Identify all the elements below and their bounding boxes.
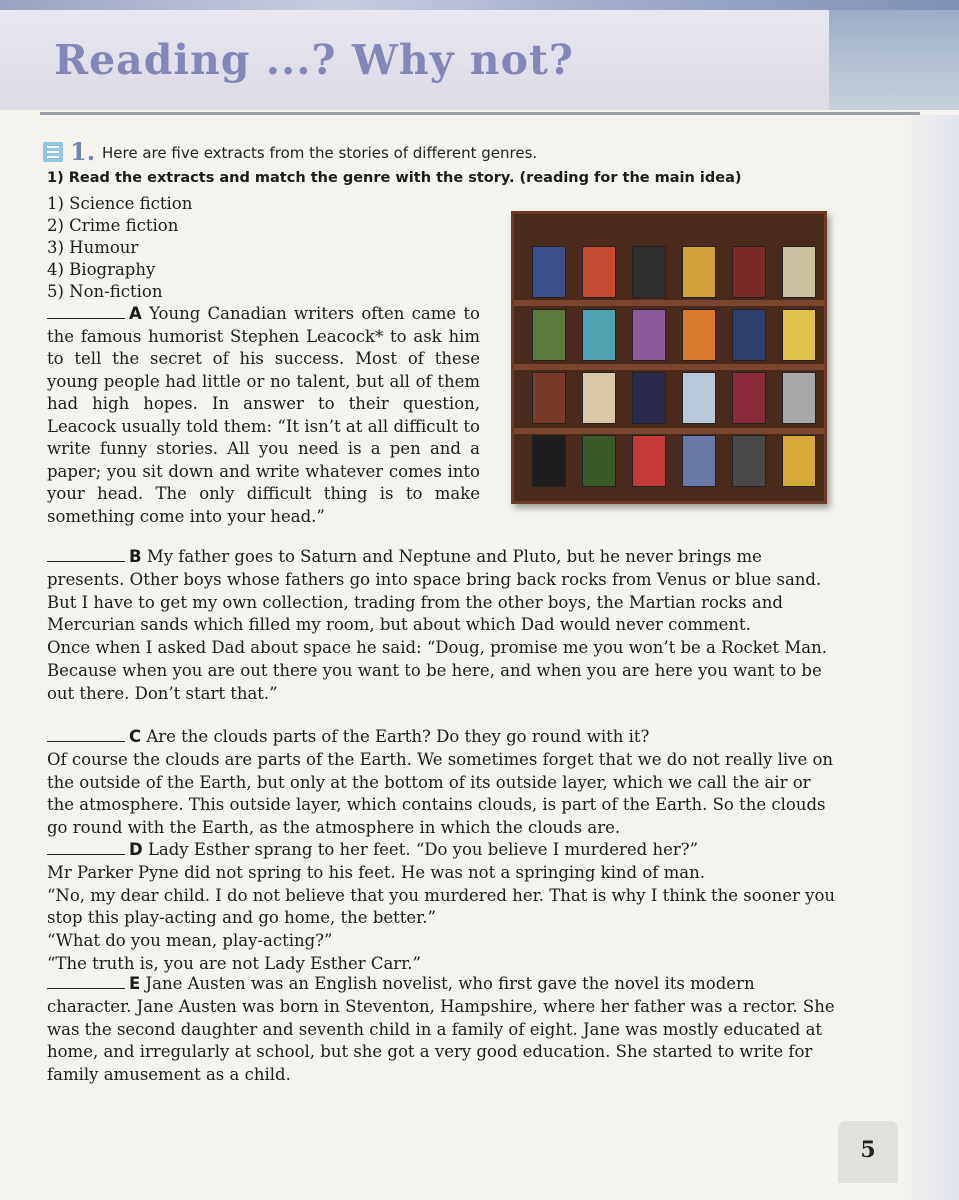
- book-cover: [782, 372, 816, 424]
- extract-text: “The truth is, you are not Lady Esther Carr.”: [47, 953, 421, 973]
- genre-list: [47, 193, 192, 303]
- extract-letter: D: [129, 840, 143, 859]
- right-margin-shade: [899, 115, 959, 1200]
- answer-blank[interactable]: [47, 318, 125, 319]
- book-cover: [632, 309, 666, 361]
- answer-blank[interactable]: [47, 561, 125, 562]
- extract-text: Mr Parker Pyne did not spring to his feet. He was not a springing kind of man.: [47, 862, 705, 882]
- header-divider: [40, 112, 920, 115]
- book-cover: [582, 435, 616, 487]
- extract-b: [47, 546, 837, 706]
- book-cover: [632, 246, 666, 298]
- shelf-board: [514, 428, 824, 434]
- extract-text: Of course the clouds are parts of the Earth. We sometimes forget that we do not really live on the outside of the Earth, but only at the bottom of its outside layer, which we call the air or the atmosphere. This outside layer, which contains clouds, is part of the Earth. So the clouds go round with the Earth, as the atmosphere in which the clouds are.: [47, 749, 834, 838]
- book-cover: [682, 372, 716, 424]
- book-cover: [782, 246, 816, 298]
- extract-letter: C: [129, 727, 142, 746]
- bookshelf-illustration: [511, 211, 827, 504]
- shelf-board: [514, 364, 824, 370]
- extract-letter: A: [129, 304, 142, 323]
- genre-item: 2) Crime fiction: [47, 216, 179, 235]
- extract-a: [47, 303, 480, 528]
- genre-item: 3) Humour: [47, 238, 139, 257]
- answer-blank[interactable]: [47, 854, 125, 855]
- book-cover: [632, 372, 666, 424]
- extract-c: [47, 726, 837, 840]
- genre-item: 1) Science fiction: [47, 194, 193, 213]
- page-number-tab: [838, 1121, 898, 1183]
- extract-text: Young Canadian writers often came to the famous humorist Stephen Leacock* to ask him to tell the secret of his success. Most of these young people had little or no talent, but all of them had high hopes. In answer to their question, Leacock usually told them: “It isn’t at all difficult to write funny stories. All you need is a pen and a paper; you sit down and write whatever comes into your head. The only difficult thing is to make something come into your head.”: [47, 304, 480, 526]
- extract-text: Once when I asked Dad about space he said: “Doug, promise me you won’t be a Rocket Man. Because when you are out there you want to be here, and when you are here you want to be out there. Don’t start that.”: [47, 638, 827, 703]
- book-cover: [682, 309, 716, 361]
- book-cover: [532, 372, 566, 424]
- header-side-panel: [829, 10, 959, 110]
- book-cover: [532, 309, 566, 361]
- book-cover: [632, 435, 666, 487]
- book-cover: [732, 372, 766, 424]
- book-cover: [682, 246, 716, 298]
- book-cover: [782, 435, 816, 487]
- genre-item: 4) Biography: [47, 260, 156, 279]
- page-number: 5: [860, 1137, 876, 1163]
- extract-letter: B: [129, 547, 142, 566]
- book-cover: [532, 246, 566, 298]
- page-title: Reading ...? Why not?: [54, 36, 574, 84]
- book-cover: [582, 246, 616, 298]
- extract-text: My father goes to Saturn and Neptune and Pluto, but he never brings me presents. Other boys whose fathers go into space bring back rocks from Venus or blue sand. But I have to get my own collection, trading from the other boys, the Martian rocks and Mercurian sands which filled my room, but about which Dad would never comment.: [47, 547, 822, 635]
- extract-text: Jane Austen was an English novelist, who first gave the novel its modern character. Jane Austen was born in Steventon, Hampshire, where her father was a rector. She was the second daughter and seventh child in a family of eight. Jane was mostly educated at home, and irregularly at school, but she got a very good education. She started to write for family amusement as a child.: [47, 974, 835, 1085]
- extract-text: Lady Esther sprang to her feet. “Do you believe I murdered her?”: [147, 840, 699, 859]
- exercise-number: 1.: [70, 137, 96, 166]
- extract-text: Are the clouds parts of the Earth? Do they go round with it?: [146, 727, 650, 746]
- extract-e: [47, 973, 837, 1087]
- book-cover: [732, 435, 766, 487]
- book-cover: [732, 309, 766, 361]
- extract-letter: E: [129, 974, 141, 993]
- shelf-board: [514, 300, 824, 306]
- book-cover: [682, 435, 716, 487]
- reading-exercise-icon: [43, 142, 63, 162]
- book-cover: [732, 246, 766, 298]
- answer-blank[interactable]: [47, 741, 125, 742]
- exercise-intro: Here are five extracts from the stories of different genres.: [102, 144, 538, 162]
- exercise-task: 1) Read the extracts and match the genre with the story. (reading for the main idea): [47, 170, 742, 186]
- book-cover: [532, 435, 566, 487]
- extract-text: “What do you mean, play-acting?”: [47, 931, 333, 951]
- extract-text: “No, my dear child. I do not believe that you murdered her. That is why I think the sooner you stop this play-acting and go home, the better.”: [47, 885, 836, 928]
- extract-d: [47, 839, 837, 976]
- answer-blank[interactable]: [47, 988, 125, 989]
- book-cover: [582, 309, 616, 361]
- genre-item: 5) Non-fiction: [47, 282, 163, 301]
- top-color-strip: [0, 0, 959, 10]
- book-cover: [782, 309, 816, 361]
- book-cover: [582, 372, 616, 424]
